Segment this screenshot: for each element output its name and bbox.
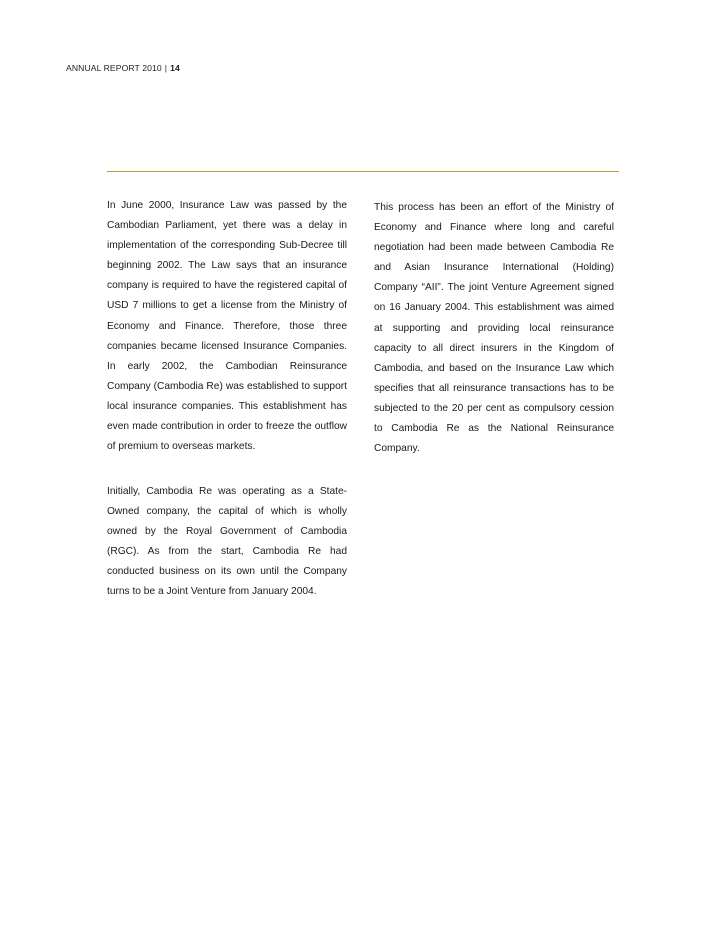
paragraph-state-owned: Initially, Cambodia Re was operating as a State-Owned company, the capital of which is wholly owned by the Royal Government of Cambodia (RGC). As from the start, Cambodia Re had conducted business on its own until the Company turns to be a Joint Venture from January 2004. bbox=[107, 486, 347, 598]
section-divider bbox=[107, 171, 619, 172]
left-column-bottom bbox=[107, 482, 347, 603]
paragraph-insurance-law: In June 2000, Insurance Law was passed by the Cambodian Parliament, yet there was a delay in implementation of the corresponding Sub-Decree till beginning 2002. The Law says that an insurance company is required to have the registered capital of USD 7 millions to get a license from the Ministry of Economy and Finance. Therefore, those three companies became licensed Insurance Companies. In early 2002, the Cambodian Reinsurance Company (Cambodia Re) was established to support local insurance companies. This establishment has even made contribution in order to freeze the outflow of premium to overseas markets. bbox=[107, 200, 347, 453]
page-number: 14 bbox=[170, 63, 180, 73]
left-column-top bbox=[107, 196, 347, 457]
paragraph-joint-venture: This process has been an effort of the Ministry of Economy and Finance where long and careful negotiation had been made between Cambodia Re and Asian Insurance International (Holding) Company “AII”. The joint Venture Agreement signed on 16 January 2004. This establishment was aimed at supporting and providing local reinsurance capacity to all direct insurers in the Kingdom of Cambodia, and based on the Insurance Law which specifies that all reinsurance transactions has to be subjected to the 20 per cent as compulsory cession to Cambodia Re as the National Reinsurance Company. bbox=[374, 202, 614, 455]
right-column bbox=[374, 198, 614, 459]
report-title: ANNUAL REPORT 2010 bbox=[66, 63, 162, 73]
page-header bbox=[66, 63, 180, 73]
header-separator: | bbox=[164, 63, 168, 73]
